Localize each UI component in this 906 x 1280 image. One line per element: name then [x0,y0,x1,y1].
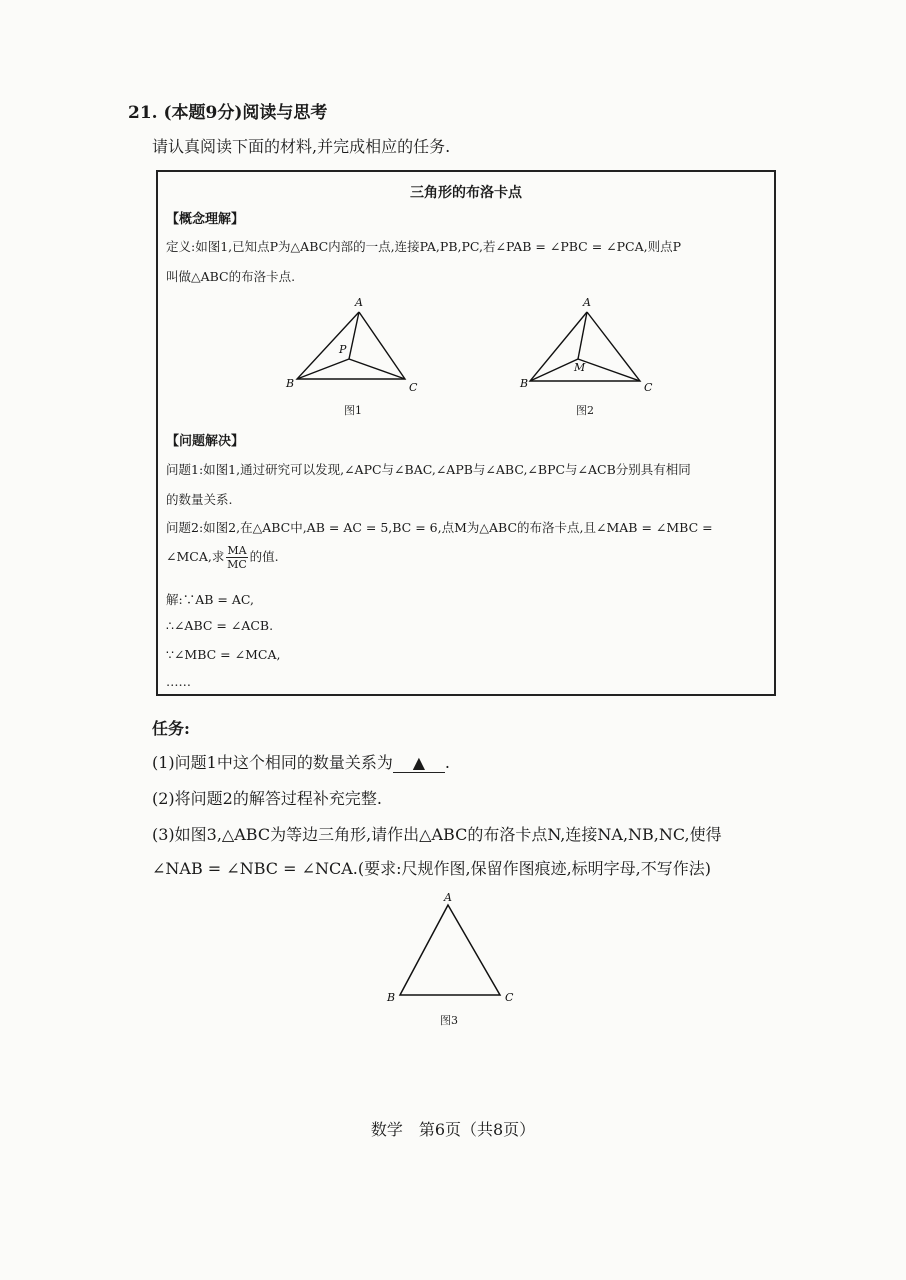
task-1 [152,750,450,773]
fraction-denominator: MC [227,558,247,571]
problem2-line-2-post: 的值. [249,549,279,564]
question-intro: 请认真阅读下面的材料,并完成相应的任务. [152,137,451,156]
solution-ellipsis: …… [166,674,191,689]
task-3-line-1: (3)如图3,△ABC为等边三角形,请作出△ABC的布洛卡点N,连接NA,NB,NC,使得 [152,825,722,844]
solution-line-2: ∴∠ABC = ∠ACB. [166,618,274,633]
problem1-line-1: 问题1:如图1,通过研究可以发现,∠APC与∠BAC,∠APB与∠ABC,∠BPC与∠ACB分别具有相同 [166,462,691,477]
definition-line-1: 定义:如图1,已知点P为△ABC内部的一点,连接PA,PB,PC,若∠PAB = ∠PBC = ∠PCA,则点P [166,239,681,254]
problem1-line-2: 的数量关系. [166,492,233,507]
figure-3-caption: 图3 [440,1014,458,1027]
fig2-label-M: M [574,361,586,374]
problem2-line-1: 问题2:如图2,在△ABC中,AB = AC = 5,BC = 6,点M为△ABC的布洛卡点,且∠MAB = ∠MBC = [166,520,713,535]
definition-line-2: 叫做△ABC的布洛卡点. [166,269,296,284]
solution-line-1: 解:∵AB = AC, [166,592,254,607]
segment-PC [349,359,405,379]
fig1-label-B: B [286,377,295,390]
problem2-line-2-pre: ∠MCA,求 [166,549,225,564]
solution-line-3: ∵∠MBC = ∠MCA, [166,647,281,662]
segment-PB [297,359,349,379]
figure-2-caption: 图2 [576,404,594,417]
figure-3-triangle [400,905,500,995]
material-box [156,170,776,696]
task-1-text: (1)问题1中这个相同的数量关系为 [152,753,393,772]
task-1-period: . [444,753,450,772]
concept-heading: 【概念理解】 [166,212,245,227]
segment-PA [349,312,359,359]
figure-3 [370,885,530,1010]
fig2-label-A: A [583,296,591,309]
material-title: 三角形的布洛卡点 [410,185,522,201]
figure-1-caption: 图1 [344,404,362,417]
figure-1-triangle [297,312,405,379]
fig1-label-A: A [355,296,363,309]
figures-1-2 [158,172,774,432]
fig1-label-P: P [339,343,347,356]
segment-MB [530,359,578,381]
question-header: 21. (本题9分)阅读与思考 [128,103,328,123]
fig3-label-B: B [387,991,396,1004]
task-2: (2)将问题2的解答过程补充完整. [152,789,382,808]
tasks-heading: 任务: [152,719,190,738]
problem2-line-2 [166,544,279,571]
segment-MA [578,312,587,359]
fig3-label-A: A [444,891,452,904]
fig3-label-C: C [505,991,514,1004]
fig2-label-C: C [644,381,653,394]
fraction-numerator: MA [227,544,247,557]
fig2-label-B: B [520,377,529,390]
task-1-answer-blank[interactable]: ▲ [393,753,445,773]
fig1-label-C: C [409,381,418,394]
task-3-line-2: ∠NAB = ∠NBC = ∠NCA.(要求:尺规作图,保留作图痕迹,标明字母,不写作法) [152,859,712,878]
fraction-MA-MC [226,544,247,571]
figure-1 [297,312,405,379]
page-footer: 数学 第6页（共8页） [370,1120,536,1139]
solve-heading: 【问题解决】 [166,434,245,449]
